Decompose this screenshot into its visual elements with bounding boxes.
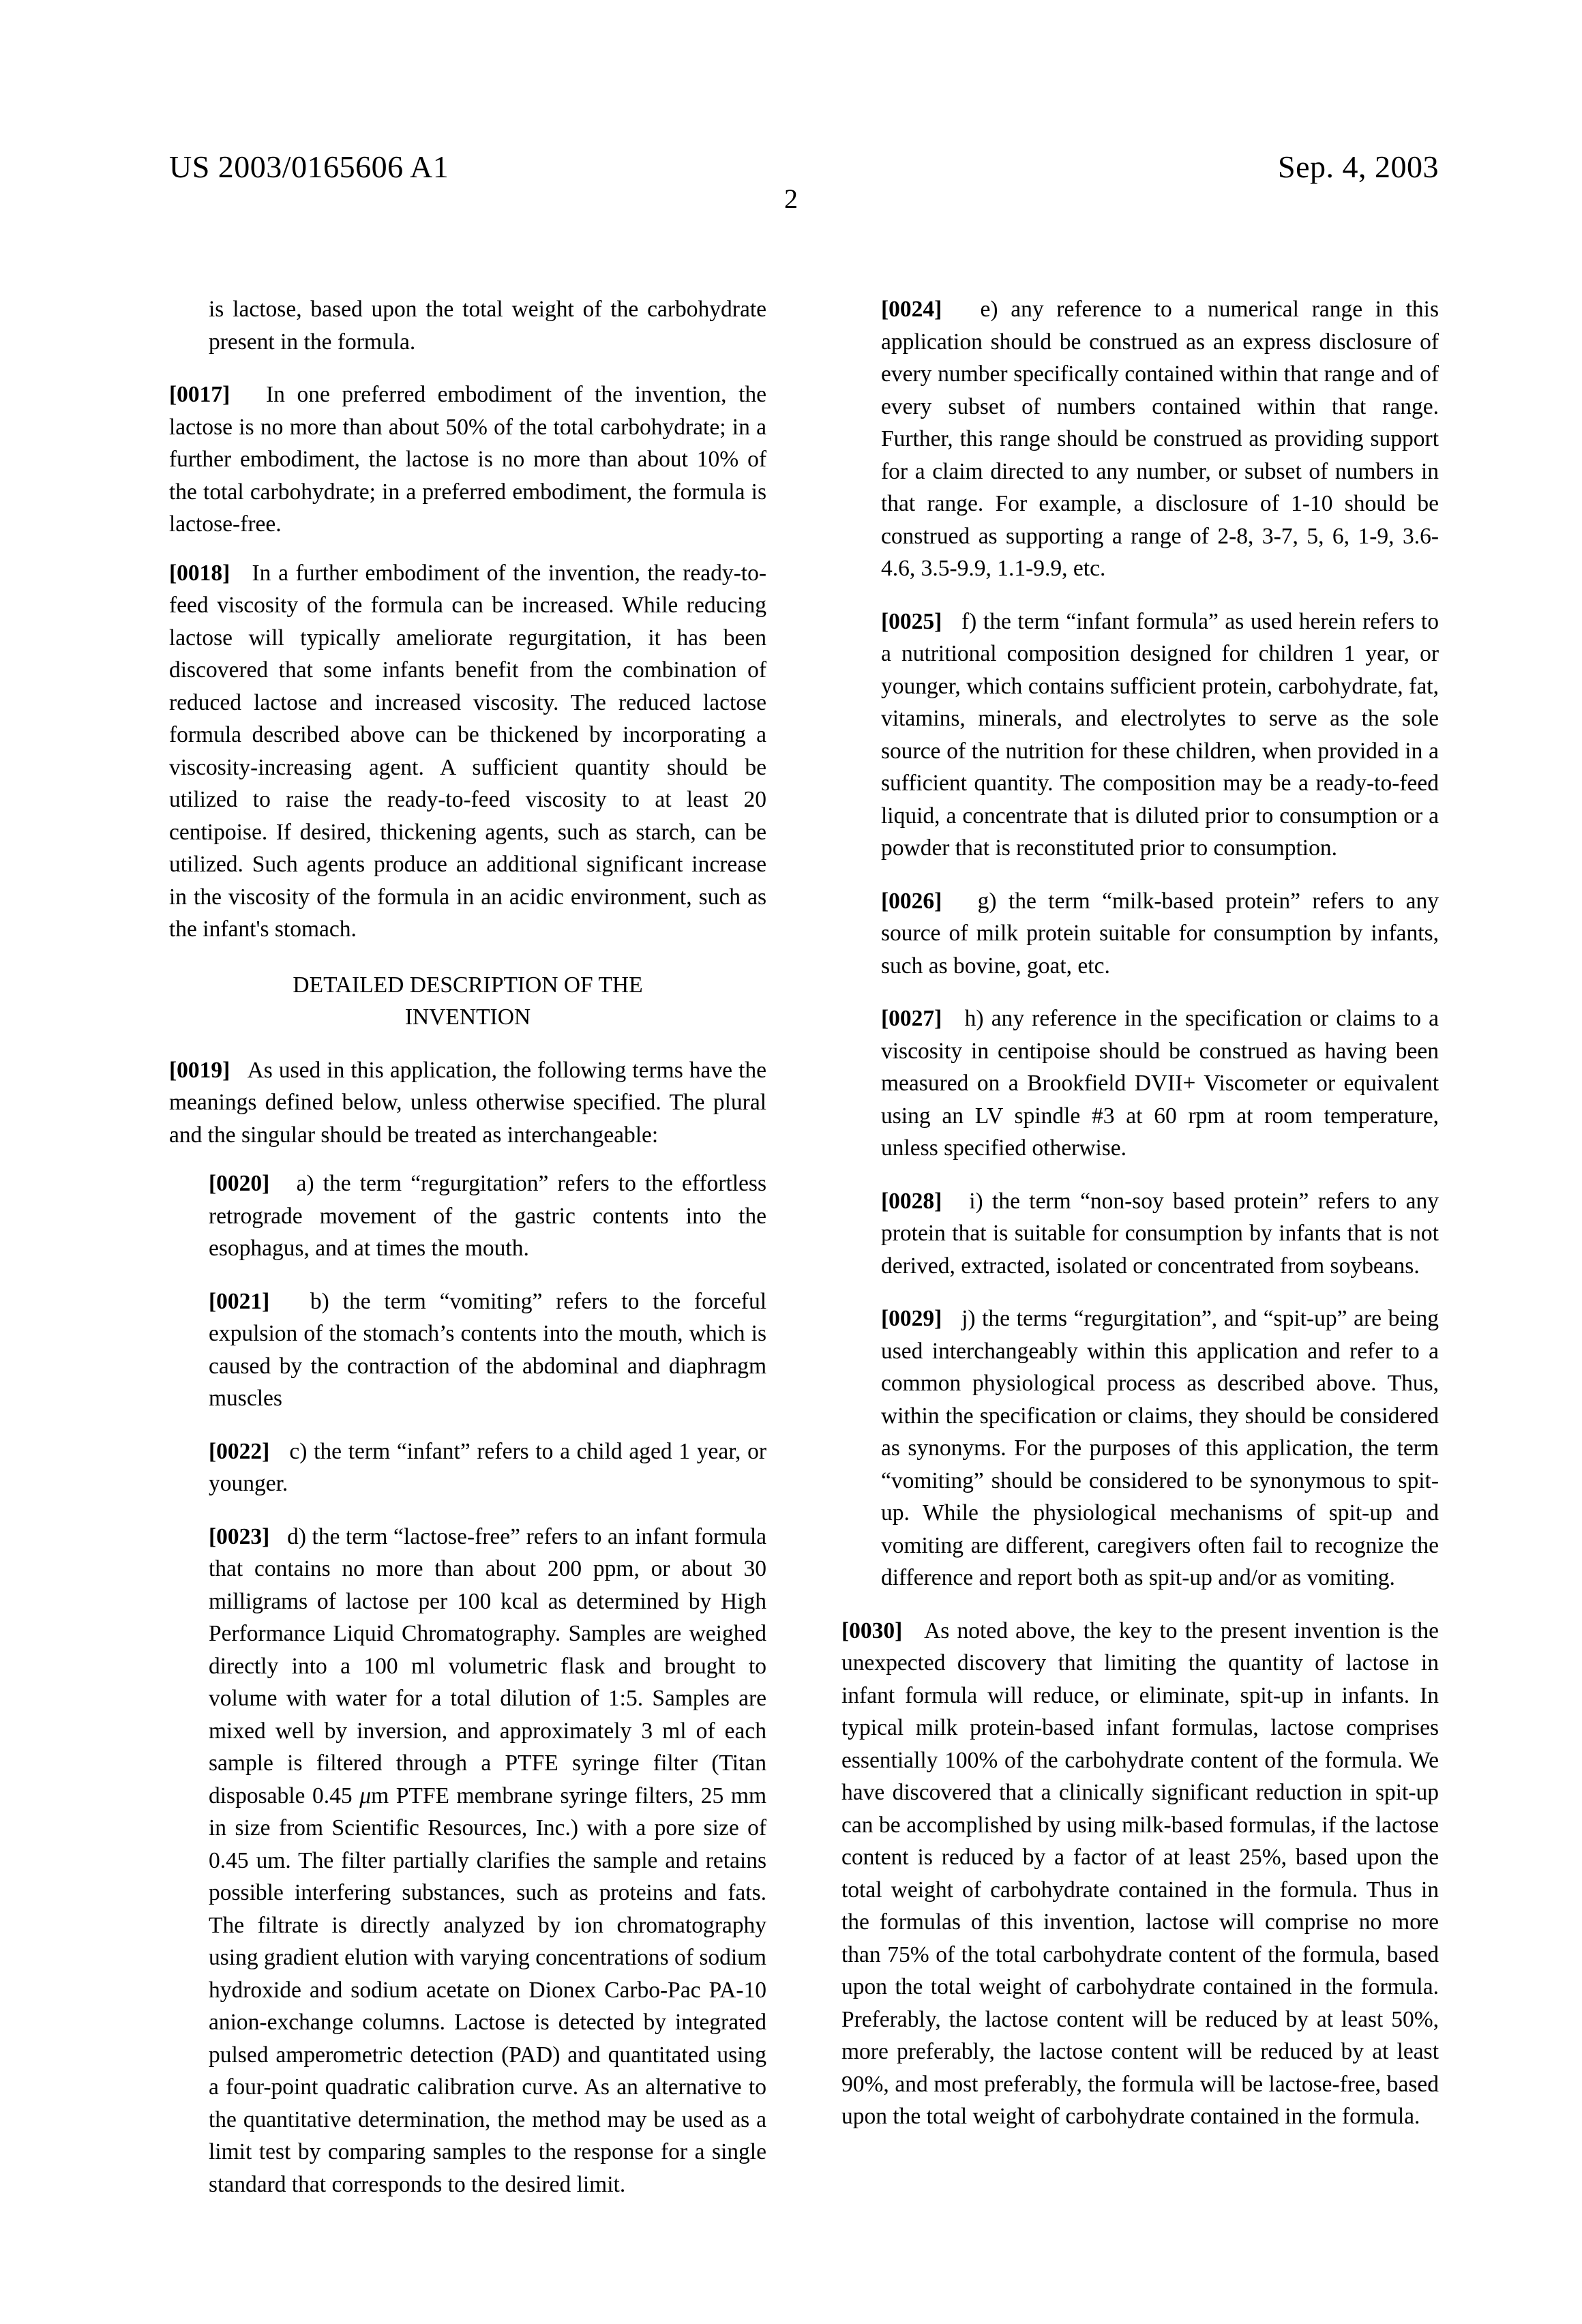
two-column-body <box>169 293 1439 2197</box>
paragraph-0021 <box>169 1285 766 1415</box>
paragraph-number: [0029] <box>881 1306 942 1331</box>
paragraph-number: [0027] <box>881 1006 942 1031</box>
paragraph-number: [0023] <box>209 1523 270 1549</box>
carryover-paragraph: is lactose, based upon the total weight of the carbohydrate present in the formula. <box>209 297 766 355</box>
paragraph-number: [0025] <box>881 608 942 634</box>
paragraph-0017 <box>169 378 766 541</box>
paragraph-number: [0030] <box>841 1618 903 1643</box>
paragraph-number: [0020] <box>209 1171 270 1196</box>
paragraph-0020 <box>169 1167 766 1265</box>
paragraph-number: [0018] <box>169 560 230 586</box>
paragraph-0023 <box>169 1521 766 2201</box>
heading-line-2: INVENTION <box>404 1004 531 1030</box>
paragraph-text: g) the term “milk-based protein” refers to any source of milk protein suitable for consumption by infants, such as bovine, goat, etc. <box>881 888 1439 979</box>
right-column <box>841 293 1439 2162</box>
paragraph-text: f) the term “infant formula” as used herein refers to a nutritional composition designed for children 1 year, or younger, which contains sufficient protein, carbohydrate, fat, vitamins, minerals, and electrolytes to serve as the sole source of the nutrition for these children, when provided in a sufficient quantity. The composition may be a ready-to-feed liquid, a concentrate that is diluted prior to consumption or a powder that is reconstituted prior to consumption. <box>881 608 1439 861</box>
paragraph-text: i) the term “non-soy based protein” refers to any protein that is suitable for consumption by infants that is not derived, extracted, isolated or concentrated from soybeans. <box>881 1188 1439 1279</box>
paragraph-0026 <box>841 885 1439 983</box>
paragraph-0029 <box>841 1302 1439 1594</box>
paragraph-0028 <box>841 1185 1439 1283</box>
paragraph-number: [0021] <box>209 1288 270 1314</box>
paragraph-text: j) the terms “regurgitation”, and “spit-up” are being used interchangeably within this application and refer to a common physiological process as described above. Thus, within the specification or claims, they should be considered as synonyms. For the purposes of this application, the term “vomiting” should be considered to be synonymous to spit-up. While the physiological mechanisms of spit-up and vomiting are different, caregivers often fail to recognize the difference and report both as spit-up and/or as vomiting. <box>881 1306 1439 1590</box>
paragraph-0027 <box>841 1002 1439 1165</box>
paragraph-number: [0026] <box>881 888 942 914</box>
paragraph-text-part-1: d) the term “lactose-free” refers to an infant formula that contains no more than about 200 ppm, or about 30 milligrams of lactose per 100 kcal as determined by High Performance Liquid Chromatography. Samples are weighed directly into a 100 ml volumetric flask and brought to volume with water for a total dilution of 1:5. Samples are mixed well by inversion, and approximately 3 ml of each sample is filtered through a PTFE syringe filter (Titan disposable 0.45 <box>209 1523 766 1808</box>
paragraph-number: [0022] <box>209 1438 270 1464</box>
paragraph-0022 <box>169 1435 766 1500</box>
paragraph-text: c) the term “infant” refers to a child aged 1 year, or younger. <box>209 1438 766 1496</box>
paragraph-number: [0019] <box>169 1057 230 1083</box>
section-heading-detailed-description <box>169 969 766 1034</box>
paragraph-text: h) any reference in the specification or claims to a viscosity in centipoise should be construed as having been measured on a Brookfield DVII+ Viscometer or equivalent using an LV spindle #3 at 60 rpm at room temperature, unless specified otherwise. <box>881 1006 1439 1161</box>
paragraph-0019 <box>169 1054 766 1152</box>
left-column <box>169 293 767 2197</box>
paragraph-text-part-2: m PTFE membrane syringe filters, 25 mm in size from Scientific Resources, Inc.) with a pore size of 0.45 um. The filter partially clarifies the sample and retains possible interfering substances, such as proteins and fats. The filtrate is directly analyzed by ion chromatography using gradient elution with varying concentrations of sodium hydroxide and sodium acetate on Dionex Carbo-Pac PA-10 anion-exchange columns. Lactose is detected by integrated pulsed amperometric detection (PAD) and quantitated using a four-point quadratic calibration curve. As an alternative to the quantitative determination, the method may be used as a limit test by comparing samples to the response for a single standard that corresponds to the desired limit. <box>209 1783 766 2197</box>
paragraph-number: [0028] <box>881 1188 942 1214</box>
publication-date: Sep. 4, 2003 <box>1278 149 1439 184</box>
paragraph-text: e) any reference to a numerical range in this application should be construed as an express disclosure of every number specifically contained within that range and of every subset of numbers contained within that range. Further, this range should be construed as providing support for a claim directed to any number, or subset of numbers in that range. For example, a disclosure of 1-10 should be construed as supporting a range of 2-8, 3-7, 5, 6, 1-9, 3.6-4.6, 3.5-9.9, 1.1-9.9, etc. <box>881 297 1439 581</box>
publication-number: US 2003/0165606 A1 <box>169 149 449 184</box>
paragraph-text: In one preferred embodiment of the invention, the lactose is no more than about 50% of the total carbohydrate; in a further embodiment, the lactose is no more than about 10% of the total carbohydrate; in a preferred embodiment, the formula is lactose-free. <box>169 382 767 537</box>
paragraph-0018 <box>169 557 766 946</box>
paragraph-0025 <box>841 606 1439 865</box>
paragraph-0030 <box>841 1615 1439 2133</box>
page-number: 2 <box>784 183 798 214</box>
paragraph-text: b) the term “vomiting” refers to the forceful expulsion of the stomach’s contents into the mouth, which is caused by the contraction of the abdominal and diaphragm muscles <box>209 1288 767 1411</box>
paragraph-text: As used in this application, the following terms have the meanings defined below, unless otherwise specified. The plural and the singular should be treated as interchangeable: <box>169 1057 766 1148</box>
paragraph-number: [0017] <box>169 382 230 407</box>
paragraph-number: [0024] <box>881 297 942 322</box>
paragraph-text: a) the term “regurgitation” refers to the effortless retrograde movement of the gastric contents into the esophagus, and at times the mouth. <box>209 1171 767 1261</box>
micron-symbol: μ <box>359 1783 372 1808</box>
paragraph-text: As noted above, the key to the present invention is the unexpected discovery that limiting the quantity of lactose in infant formula will reduce, or eliminate, spit-up in infants. In typical milk protein-based infant formulas, lactose comprises essentially 100% of the carbohydrate content of the formula. We have discovered that a clinically significant reduction in spit-up can be accomplished by using milk-based formulas, if the lactose content is reduced by a factor of at least 25%, based upon the total weight of carbohydrate contained in the formula. Thus in the formulas of this invention, lactose will comprise no more than 75% of the total carbohydrate content of the formula, based upon the total weight of carbohydrate contained in the formula. Preferably, the lactose content will be reduced by at least 50%, more preferably, the lactose content will be reduced by at least 90%, and most preferably, the formula will be lactose-free, based upon the total weight of carbohydrate contained in the formula. <box>841 1618 1439 2129</box>
paragraph-text: In a further embodiment of the invention, the ready-to-feed viscosity of the formula can be increased. While reducing lactose will typically ameliorate regurgitation, it has been discovered that some infants benefit from the combination of reduced lactose and increased viscosity. The reduced lactose formula described above can be thickened by incorporating a viscosity-increasing agent. A sufficient quantity should be utilized to raise the ready-to-feed viscosity to at least 20 centipoise. If desired, thickening agents, such as starch, can be utilized. Such agents produce an additional significant increase in the viscosity of the formula in an acidic environment, such as the infant's stomach. <box>169 560 767 942</box>
paragraph-0024 <box>841 293 1439 585</box>
heading-line-1: DETAILED DESCRIPTION OF THE <box>293 972 643 998</box>
